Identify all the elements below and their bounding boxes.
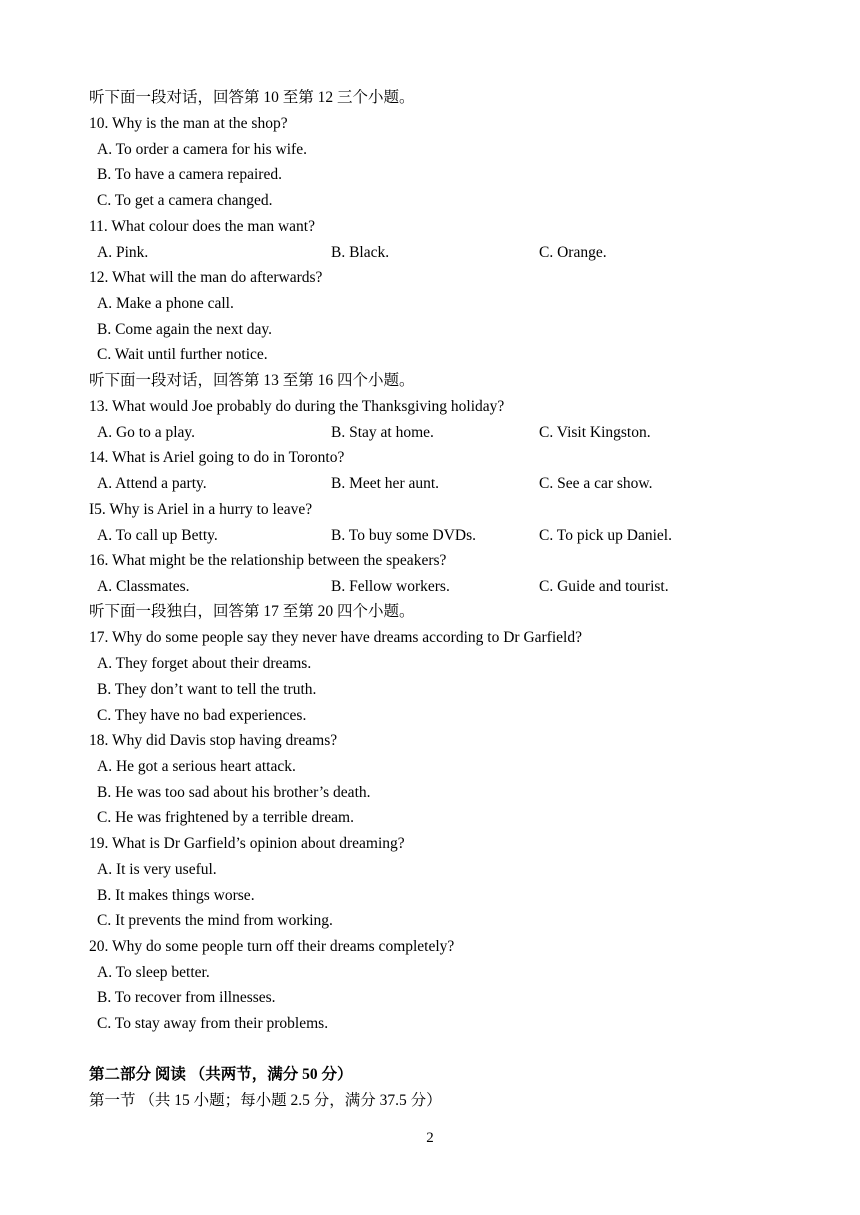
- q16-option-b: B. Fellow workers.: [331, 578, 450, 595]
- q18-option-a: A. He got a serious heart attack.: [97, 758, 296, 775]
- question-18: 18. Why did Davis stop having dreams?: [89, 732, 338, 749]
- q14-option-a: A. Attend a party.: [97, 475, 207, 492]
- q20-option-b: B. To recover from illnesses.: [97, 989, 276, 1006]
- question-12: 12. What will the man do afterwards?: [89, 269, 323, 286]
- question-14: 14. What is Ariel going to do in Toronto?: [89, 449, 345, 466]
- q15-option-a: A. To call up Betty.: [97, 527, 218, 544]
- q15-option-c: C. To pick up Daniel.: [539, 527, 672, 544]
- question-15: I5. Why is Ariel in a hurry to leave?: [89, 501, 313, 518]
- q15-option-b: B. To buy some DVDs.: [331, 527, 477, 544]
- q19-option-c: C. It prevents the mind from working.: [97, 912, 333, 929]
- q12-option-c: C. Wait until further notice.: [97, 346, 268, 363]
- q14-option-c: C. See a car show.: [539, 475, 653, 492]
- q17-option-a: A. They forget about their dreams.: [97, 655, 312, 672]
- question-11: 11. What colour does the man want?: [89, 218, 315, 235]
- q13-option-b: B. Stay at home.: [331, 424, 434, 441]
- q14-option-b: B. Meet her aunt.: [331, 475, 440, 492]
- q10-option-b: B. To have a camera repaired.: [97, 166, 282, 183]
- page-number: 2: [426, 1130, 434, 1146]
- question-20: 20. Why do some people turn off their dreams completely?: [89, 938, 455, 955]
- q16-option-a: A. Classmates.: [97, 578, 190, 595]
- q18-option-b: B. He was too sad about his brother’s death.: [97, 784, 371, 801]
- q17-option-b: B. They don’t want to tell the truth.: [97, 681, 317, 698]
- q16-option-c: C. Guide and tourist.: [539, 578, 669, 595]
- q12-option-b: B. Come again the next day.: [97, 321, 273, 338]
- q18-option-c: C. He was frightened by a terrible dream.: [97, 809, 354, 826]
- q17-option-c: C. They have no bad experiences.: [97, 707, 307, 724]
- q20-option-c: C. To stay away from their problems.: [97, 1015, 329, 1032]
- q11-option-c: C. Orange.: [539, 244, 607, 261]
- q10-option-a: A. To order a camera for his wife.: [97, 141, 307, 158]
- question-17: 17. Why do some people say they never have dreams according to Dr Garfield?: [89, 629, 582, 646]
- question-13: 13. What would Joe probably do during the Thanksgiving holiday?: [89, 398, 505, 415]
- q13-option-a: A. Go to a play.: [97, 424, 196, 441]
- q20-option-a: A. To sleep better.: [97, 964, 210, 981]
- question-10: 10. Why is the man at the shop?: [89, 115, 288, 132]
- q12-option-a: A. Make a phone call.: [97, 295, 234, 312]
- q11-option-b: B. Black.: [331, 244, 390, 261]
- section-one-heading: 第一节 （共 15 小题；每小题 2.5 分，满分 37.5 分）: [89, 1092, 442, 1109]
- q11-option-a: A. Pink.: [97, 244, 149, 261]
- q10-option-c: C. To get a camera changed.: [97, 192, 273, 209]
- section-instruction-17-20: 听下面一段独白，回答第 17 至第 20 四个小题。: [89, 603, 415, 620]
- section-instruction-13-16: 听下面一段对话，回答第 13 至第 16 四个小题。: [89, 372, 415, 389]
- question-16: 16. What might be the relationship between the speakers?: [89, 552, 447, 569]
- q19-option-a: A. It is very useful.: [97, 861, 217, 878]
- q19-option-b: B. It makes things worse.: [97, 887, 255, 904]
- section-instruction-10-12: 听下面一段对话，回答第 10 至第 12 三个小题。: [89, 89, 415, 106]
- question-19: 19. What is Dr Garfield’s opinion about dreaming?: [89, 835, 405, 852]
- q13-option-c: C. Visit Kingston.: [539, 424, 651, 441]
- part-two-heading: 第二部分 阅读 （共两节，满分 50 分）: [89, 1066, 353, 1083]
